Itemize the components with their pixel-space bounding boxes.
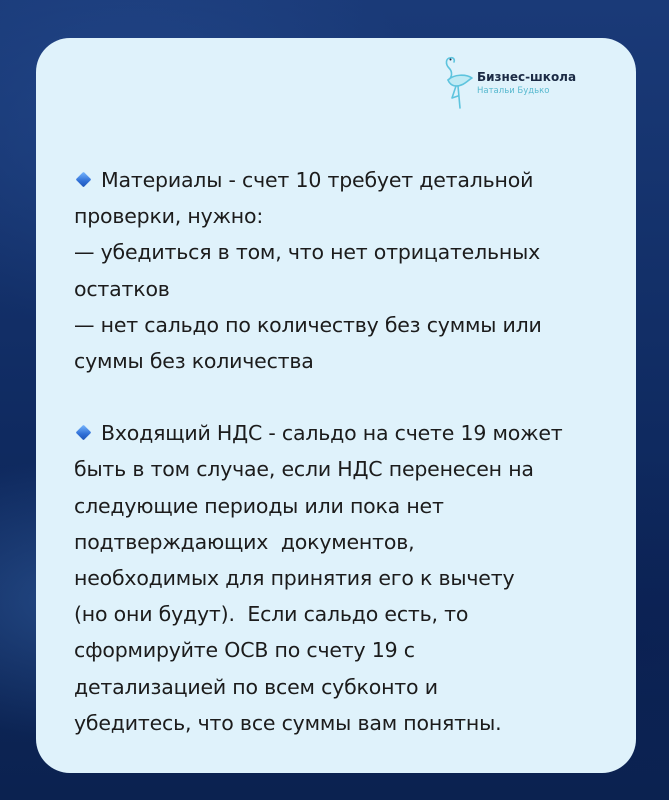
text-line: остатков: [74, 276, 170, 301]
text-line: убедитесь, что все суммы вам понятны.: [74, 710, 502, 735]
text-line: [74, 162, 629, 198]
text-line: — убедиться в том, что нет отрицательных: [74, 240, 541, 265]
small-blue-diamond-icon: [76, 172, 92, 188]
text-line: подтверждающих документов,: [74, 529, 415, 554]
text-line: — нет сальдо по количеству без суммы или: [74, 312, 542, 337]
content-card: [36, 38, 636, 773]
text-line: [74, 415, 629, 451]
flamingo-icon: [438, 52, 476, 112]
text-line: следующие периоды или пока нет: [74, 493, 444, 518]
small-blue-diamond-icon: [76, 425, 92, 441]
brand-logo: [438, 50, 638, 114]
text-line: необходимых для принятия его к вычету: [74, 566, 515, 591]
text-line: детализацией по всем субконто и: [74, 674, 438, 699]
text-line: проверки, нужно:: [74, 204, 264, 229]
text-line: быть в том случае, если НДС перенесен на: [74, 457, 534, 482]
text-line: суммы без количества: [74, 349, 314, 374]
brand-subtitle: Натальи Будько: [477, 86, 550, 96]
line-text: Материалы - счет 10 требует детальной: [101, 168, 534, 192]
text-line: (но они будут). Если сальдо есть, то: [74, 602, 469, 627]
brand-title: Бизнес-школа: [477, 70, 577, 84]
section-vat: [74, 415, 629, 741]
section-materials: [74, 162, 629, 379]
line-text: Входящий НДС - сальдо на счете 19 может: [101, 421, 563, 446]
article-body: [74, 162, 629, 741]
text-line: сформируйте ОСВ по счету 19 с: [74, 638, 415, 663]
